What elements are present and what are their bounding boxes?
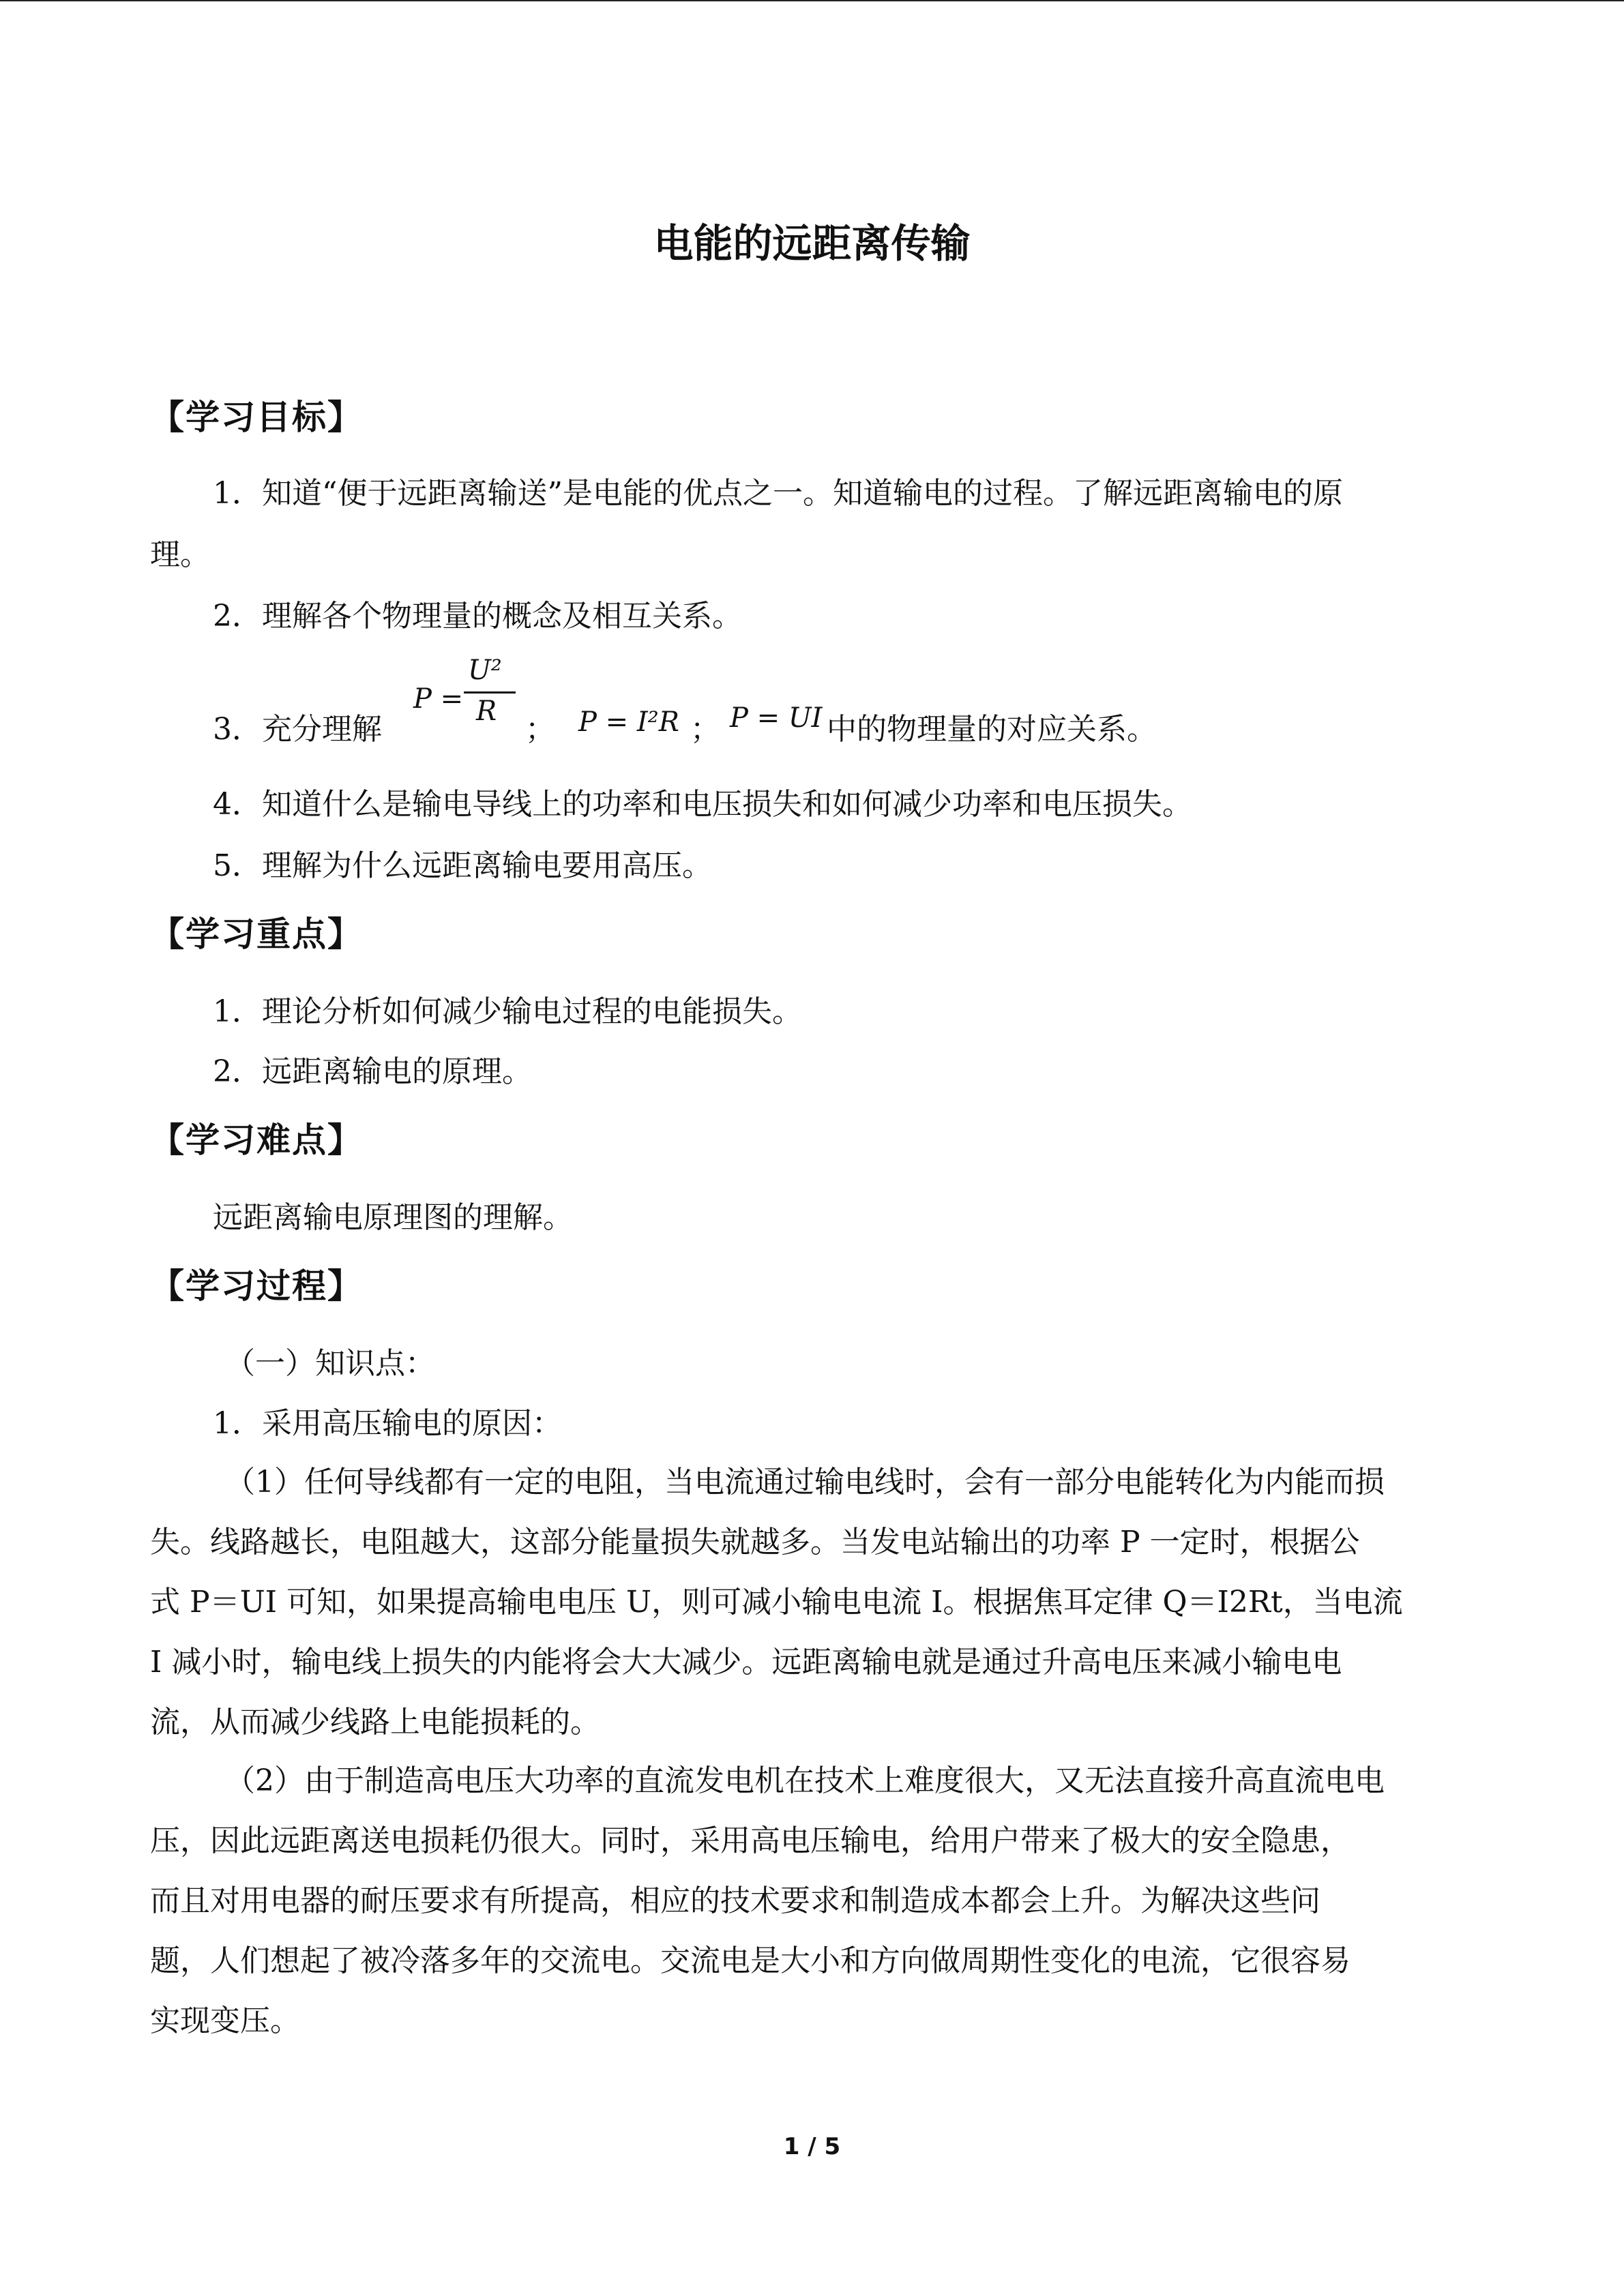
paragraph-2-line-5: 实现变压。	[150, 2003, 300, 2038]
formula-1-numerator: U²	[468, 655, 502, 686]
heading-key-points: 【学习重点】	[150, 914, 363, 954]
top-border	[0, 0, 1624, 1]
goal-item-4: 4．知道什么是输电导线上的功率和电压损失和如何减少功率和电压损失。	[213, 787, 1192, 822]
goal-item-3-sep-1: ；	[525, 712, 555, 747]
goal-item-3-suffix: 中的物理量的对应关系。	[827, 712, 1157, 747]
goal-item-2: 2．理解各个物理量的概念及相互关系。	[213, 599, 742, 633]
paragraph-2-line-4: 题，人们想起了被冷落多年的交流电。交流电是大小和方向做周期性变化的电流，它很容易	[150, 1943, 1350, 1978]
formula-p-ui: P = UI	[730, 702, 823, 734]
formula-p-i2r: P = I²R	[578, 706, 679, 738]
difficulty-1: 远距离输电原理图的理解。	[213, 1200, 573, 1235]
heading-goals: 【学习目标】	[150, 398, 363, 437]
paragraph-2-line-3: 而且对用电器的耐压要求有所提高，相应的技术要求和制造成本都会上升。为解决这些问	[150, 1883, 1320, 1918]
key-point-2: 2．远距离输电的原理。	[213, 1054, 532, 1089]
formula-1-lhs: P =	[413, 683, 464, 715]
goal-item-1-line-1: 1．知道“便于远距离输送”是电能的优点之一。知道输电的过程。了解远距离输电的原	[213, 476, 1343, 511]
paragraph-1-line-2: 失。线路越长，电阻越大，这部分能量损失就越多。当发电站输出的功率 P 一定时，根据公	[150, 1525, 1360, 1560]
goal-item-3-sep-2: ；	[690, 712, 720, 747]
heading-difficulties: 【学习难点】	[150, 1120, 363, 1160]
page-title: 电能的远距离传输	[653, 220, 971, 267]
paragraph-1-line-4: I 减小时，输电线上损失的内能将会大大减少。远距离输电就是通过升高电压来减小输电电	[150, 1645, 1342, 1680]
formula-p-u2-over-r	[408, 655, 524, 750]
paragraph-2-line-1: （2）由于制造高电压大功率的直流发电机在技术上难度很大，又无法直接升高直流电电	[225, 1763, 1385, 1798]
goal-item-3-prefix: 3．充分理解	[213, 712, 382, 747]
process-point-1: 1．采用高压输电的原因：	[213, 1406, 562, 1441]
paragraph-1-line-1: （1）任何导线都有一定的电阻，当电流通过输电线时，会有一部分电能转化为内能而损	[225, 1465, 1385, 1500]
paragraph-1-line-5: 流，从而减少线路上电能损耗的。	[150, 1705, 600, 1740]
fraction-bar	[464, 691, 516, 694]
goal-item-1-line-2: 理。	[150, 537, 210, 572]
process-subheading-1: （一）知识点：	[225, 1346, 435, 1381]
formula-1-denominator: R	[476, 696, 497, 727]
paragraph-2-line-2: 压，因此远距离送电损耗仍很大。同时，采用高电压输电，给用户带来了极大的安全隐患，	[150, 1823, 1350, 1858]
key-point-1: 1．理论分析如何减少输电过程的电能损失。	[213, 994, 802, 1029]
page-number: 1 / 5	[783, 2133, 841, 2160]
goal-item-5: 5．理解为什么远距离输电要用高压。	[213, 848, 712, 883]
paragraph-1-line-3: 式 P＝UI 可知，如果提高输电电压 U，则可减小输电电流 I。根据焦耳定律 Q＝I2Rt，当电流	[150, 1585, 1403, 1620]
heading-process: 【学习过程】	[150, 1266, 363, 1306]
